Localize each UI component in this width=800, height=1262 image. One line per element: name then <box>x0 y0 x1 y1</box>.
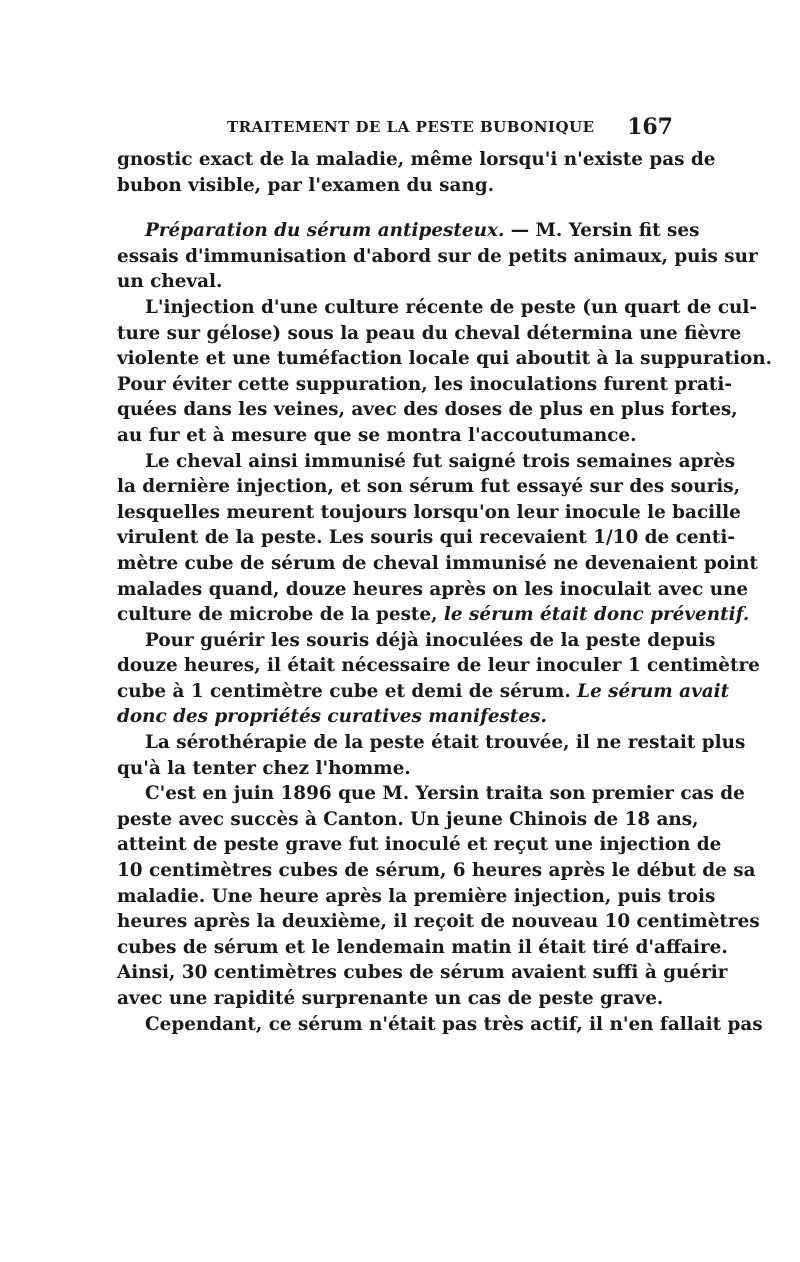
text-line: qu'à la tenter chez l'homme. <box>117 757 411 779</box>
text-line: violente et une tuméfaction locale qui aboutit à la suppuration. <box>117 348 773 370</box>
text-line: L'injection d'une culture récente de peste (un quart de cul- <box>145 296 758 318</box>
text-line: La sérothérapie de la peste était trouvée, il ne restait plus <box>145 732 746 754</box>
text-line: ture sur gélose) sous la peau du cheval détermina une fièvre <box>117 322 742 344</box>
italic-phrase: Le sérum avait <box>577 680 730 702</box>
text-line: atteint de peste grave fut inoculé et reçut une injection de <box>117 834 722 856</box>
text-line: Pour éviter cette suppuration, les inoculations furent prati- <box>117 373 732 395</box>
text-line: Cependant, ce sérum n'était pas très actif, il n'en fallait pas <box>145 1013 763 1035</box>
text-line: quées dans les veines, avec des doses de plus en plus fortes, <box>117 399 738 421</box>
running-title: TRAITEMENT DE LA PESTE BUBONIQUE <box>227 118 595 136</box>
italic-phrase: donc des propriétés curatives manifestes. <box>117 706 547 728</box>
page-number: 167 <box>627 114 673 140</box>
text-line: cubes de sérum et le lendemain matin il était tiré d'affaire. <box>117 936 728 958</box>
page-header <box>117 114 673 144</box>
text-line: malades quand, douze heures après on les inoculait avec une <box>117 578 749 600</box>
text-line: gnostic exact de la maladie, même lorsqu'i n'existe pas de <box>117 149 716 170</box>
text-line: peste avec succès à Canton. Un jeune Chinois de 18 ans, <box>117 808 699 830</box>
text-line: un cheval. <box>117 271 223 293</box>
text-line <box>117 602 750 628</box>
text-line: avec une rapidité surprenante un cas de peste grave. <box>117 988 664 1009</box>
text-line: bubon visible, par l'examen du sang. <box>117 174 495 196</box>
text-line: mètre cube de sérum de cheval immunisé ne devenaient point <box>117 552 758 574</box>
text-fragment: culture de microbe de la peste, <box>117 604 444 626</box>
section-heading: Préparation du sérum antipesteux. <box>145 220 505 242</box>
text-line: la dernière injection, et son sérum fut essayé sur des souris, <box>117 476 741 498</box>
text-line: virulent de la peste. Les souris qui recevaient 1/10 de centi- <box>117 527 735 549</box>
italic-phrase: le sérum était donc préventif. <box>443 604 750 626</box>
text-fragment: cube à 1 centimètre cube et demi de sérum. <box>117 680 578 702</box>
text-line: heures après la deuxième, il reçoit de nouveau 10 centimètres <box>117 911 760 933</box>
text-line: au fur et à mesure que se montra l'accoutumance. <box>117 424 637 446</box>
text-line: douze heures, il était nécessaire de leur inoculer 1 centimètre <box>117 655 760 677</box>
text-fragment: — M. Yersin fit ses <box>504 220 700 242</box>
text-line: C'est en juin 1896 que M. Yersin traita son premier cas de <box>145 783 745 805</box>
text-line: maladie. Une heure après la première injection, puis trois <box>117 885 716 907</box>
text-line: essais d'immunisation d'abord sur de petits animaux, puis sur <box>117 245 758 267</box>
text-line <box>117 679 730 705</box>
section-heading-line <box>117 218 700 244</box>
body-text <box>117 147 773 1037</box>
text-line <box>117 704 673 730</box>
text-line: lesquelles meurent toujours lorsqu'on leur inocule le bacille <box>117 501 741 523</box>
text-line: Ainsi, 30 centimètres cubes de sérum avaient suffi à guérir <box>117 962 728 984</box>
text-line: Pour guérir les souris déjà inoculées de la peste depuis <box>145 629 716 651</box>
text-line: Le cheval ainsi immunisé fut saigné trois semaines après <box>145 450 736 472</box>
text-line: 10 centimètres cubes de sérum, 6 heures après le début de sa <box>117 860 756 882</box>
